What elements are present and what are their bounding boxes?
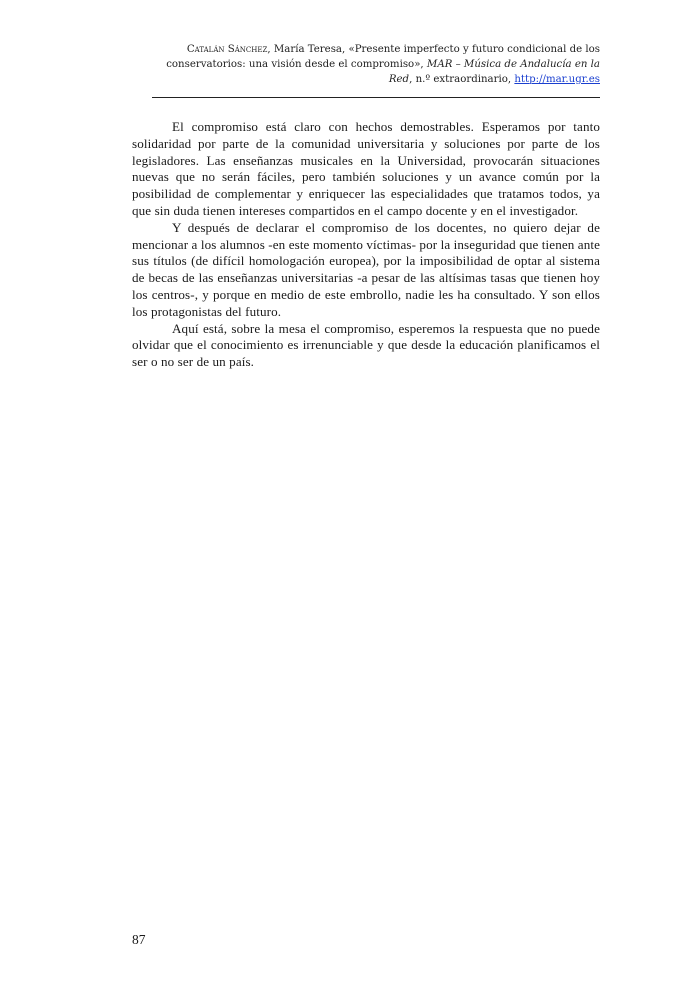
- page-number: 87: [132, 932, 146, 947]
- header-divider: [152, 97, 600, 98]
- header-link[interactable]: http://mar.ugr.es: [514, 74, 600, 85]
- paragraph: Aquí está, sobre la mesa el compromiso, esperemos la respuesta que no puede olvidar que el conocimiento es irrenunciable y que desde la educación planificamos el ser o no ser de un país.: [132, 320, 600, 370]
- paragraph: El compromiso está claro con hechos demostrables. Esperamos por tanto solidaridad por parte de la comunidad universitaria y soluciones por parte de los legisladores. Las enseñanzas musicales en la Universidad, provocarán situaciones nuevas que no serán fáciles, pero también soluciones y un avance común por la posibilidad de complementar y enriquecer las especialidades que tratamos todos, ya que sin duda tienen intereses compartidos en el campo docente y en el investigador.: [132, 119, 600, 218]
- header-author: Catalán Sánchez: [186, 44, 268, 55]
- body-text: [132, 119, 600, 371]
- running-header: [140, 42, 600, 87]
- header-issue: , n.º extraordinario,: [409, 74, 515, 85]
- header-journal: MAR – Música de Andalucía en la Red: [388, 59, 600, 85]
- header-citation: , María Teresa, «Presente imperfecto y futuro condicional de los conservatorios: una visión desde el compromiso»,: [166, 44, 600, 70]
- paragraph: Y después de declarar el compromiso de los docentes, no quiero dejar de mencionar a los alumnos -en este momento víctimas- por la inseguridad que tienen ante sus títulos (de difícil homologación europea), por la imposibilidad de optar al sistema de becas de las enseñanzas universitarias -a pesar de las altísimas tasas que tienen hoy los centros-, y porque en medio de este embrollo, nadie les ha consultado. Y son ellos los protagonistas del futuro.: [132, 219, 600, 319]
